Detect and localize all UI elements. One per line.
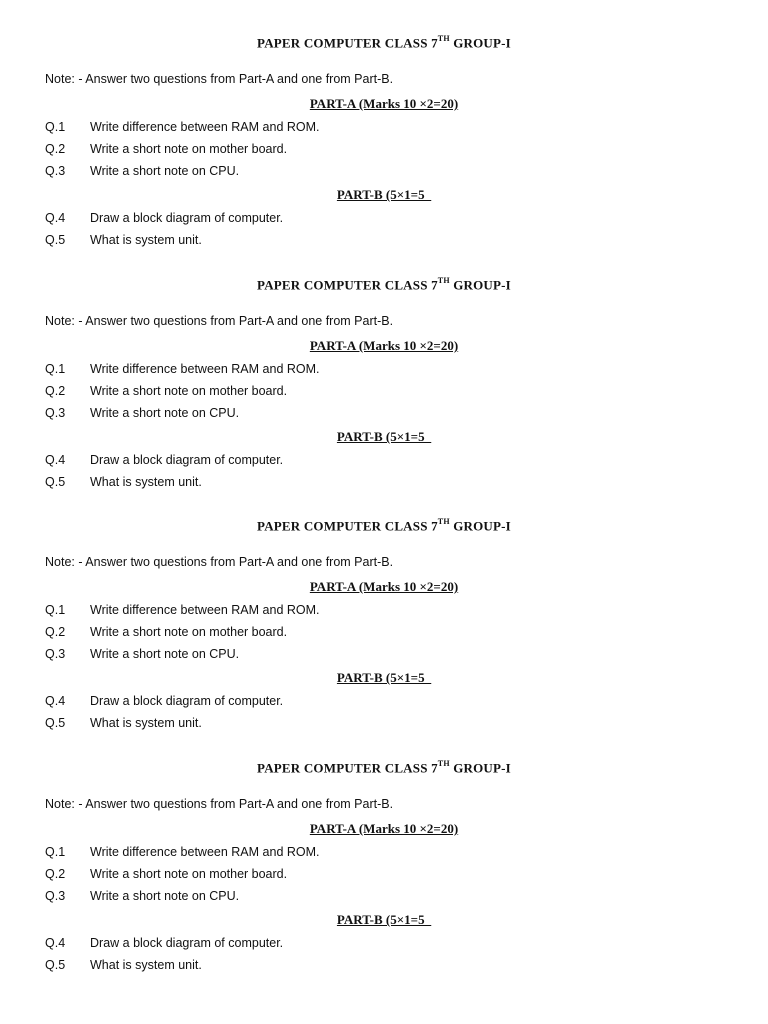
question-number: Q.5 bbox=[45, 958, 66, 972]
part-b-heading: PART-B (5×1=5_ bbox=[336, 912, 432, 927]
question-paper-section bbox=[0, 483, 768, 730]
title-superscript: TH bbox=[437, 34, 450, 43]
question-text: Write a short note on CPU. bbox=[90, 406, 240, 420]
question-number: Q.3 bbox=[45, 406, 66, 420]
question-text: Write a short note on mother board. bbox=[90, 867, 288, 881]
instructions-note: Note: - Answer two questions from Part-A and one from Part-B. bbox=[45, 555, 394, 569]
part-b-heading: PART-B (5×1=5_ bbox=[336, 429, 432, 444]
question-text: Write a short note on mother board. bbox=[90, 384, 288, 398]
paper-title: PAPER COMPUTER CLASS 7TH GROUP-I bbox=[257, 517, 511, 534]
question-text: Write difference between RAM and ROM. bbox=[90, 603, 320, 617]
title-superscript: TH bbox=[437, 276, 450, 285]
instructions-note: Note: - Answer two questions from Part-A and one from Part-B. bbox=[45, 797, 394, 811]
question-number: Q.5 bbox=[45, 475, 66, 489]
part-a-heading: PART-A (Marks 10 ×2=20) bbox=[309, 579, 459, 594]
paper-title: PAPER COMPUTER CLASS 7TH GROUP-I bbox=[257, 276, 511, 293]
question-text: What is system unit. bbox=[90, 233, 202, 247]
question-text: Draw a block diagram of computer. bbox=[90, 453, 284, 467]
question-text: Write a short note on mother board. bbox=[90, 625, 288, 639]
question-text: Write a short note on CPU. bbox=[90, 164, 240, 178]
question-text: Write difference between RAM and ROM. bbox=[90, 362, 320, 376]
question-number: Q.4 bbox=[45, 936, 66, 950]
question-text: Write difference between RAM and ROM. bbox=[90, 845, 320, 859]
paper-title: PAPER COMPUTER CLASS 7TH GROUP-I bbox=[257, 34, 511, 51]
part-b-heading: PART-B (5×1=5_ bbox=[336, 187, 432, 202]
instructions-note: Note: - Answer two questions from Part-A and one from Part-B. bbox=[45, 72, 394, 86]
question-text: Write a short note on mother board. bbox=[90, 142, 288, 156]
part-a-heading: PART-A (Marks 10 ×2=20) bbox=[309, 338, 459, 353]
question-number: Q.2 bbox=[45, 867, 66, 881]
instructions-note: Note: - Answer two questions from Part-A and one from Part-B. bbox=[45, 314, 394, 328]
paper-title: PAPER COMPUTER CLASS 7TH GROUP-I bbox=[257, 759, 511, 776]
question-text: Draw a block diagram of computer. bbox=[90, 936, 284, 950]
question-text: Write difference between RAM and ROM. bbox=[90, 120, 320, 134]
question-number: Q.2 bbox=[45, 625, 66, 639]
part-a-heading: PART-A (Marks 10 ×2=20) bbox=[309, 821, 459, 836]
question-number: Q.1 bbox=[45, 120, 66, 134]
title-superscript: TH bbox=[437, 517, 450, 526]
part-a-heading: PART-A (Marks 10 ×2=20) bbox=[309, 96, 459, 111]
question-text: Draw a block diagram of computer. bbox=[90, 211, 284, 225]
question-number: Q.4 bbox=[45, 694, 66, 708]
question-paper-section bbox=[0, 242, 768, 489]
title-superscript: TH bbox=[437, 759, 450, 768]
question-number: Q.5 bbox=[45, 716, 66, 730]
question-number: Q.4 bbox=[45, 211, 66, 225]
question-number: Q.3 bbox=[45, 889, 66, 903]
part-b-heading: PART-B (5×1=5_ bbox=[336, 670, 432, 685]
question-number: Q.2 bbox=[45, 384, 66, 398]
question-text: What is system unit. bbox=[90, 958, 202, 972]
question-paper-section bbox=[0, 725, 768, 972]
question-number: Q.3 bbox=[45, 164, 66, 178]
question-text: What is system unit. bbox=[90, 716, 202, 730]
question-number: Q.3 bbox=[45, 647, 66, 661]
question-text: Write a short note on CPU. bbox=[90, 889, 240, 903]
question-text: What is system unit. bbox=[90, 475, 202, 489]
question-text: Write a short note on CPU. bbox=[90, 647, 240, 661]
question-number: Q.1 bbox=[45, 845, 66, 859]
question-paper-section bbox=[0, 0, 768, 247]
question-number: Q.1 bbox=[45, 362, 66, 376]
question-number: Q.5 bbox=[45, 233, 66, 247]
question-text: Draw a block diagram of computer. bbox=[90, 694, 284, 708]
question-number: Q.2 bbox=[45, 142, 66, 156]
question-number: Q.1 bbox=[45, 603, 66, 617]
question-number: Q.4 bbox=[45, 453, 66, 467]
